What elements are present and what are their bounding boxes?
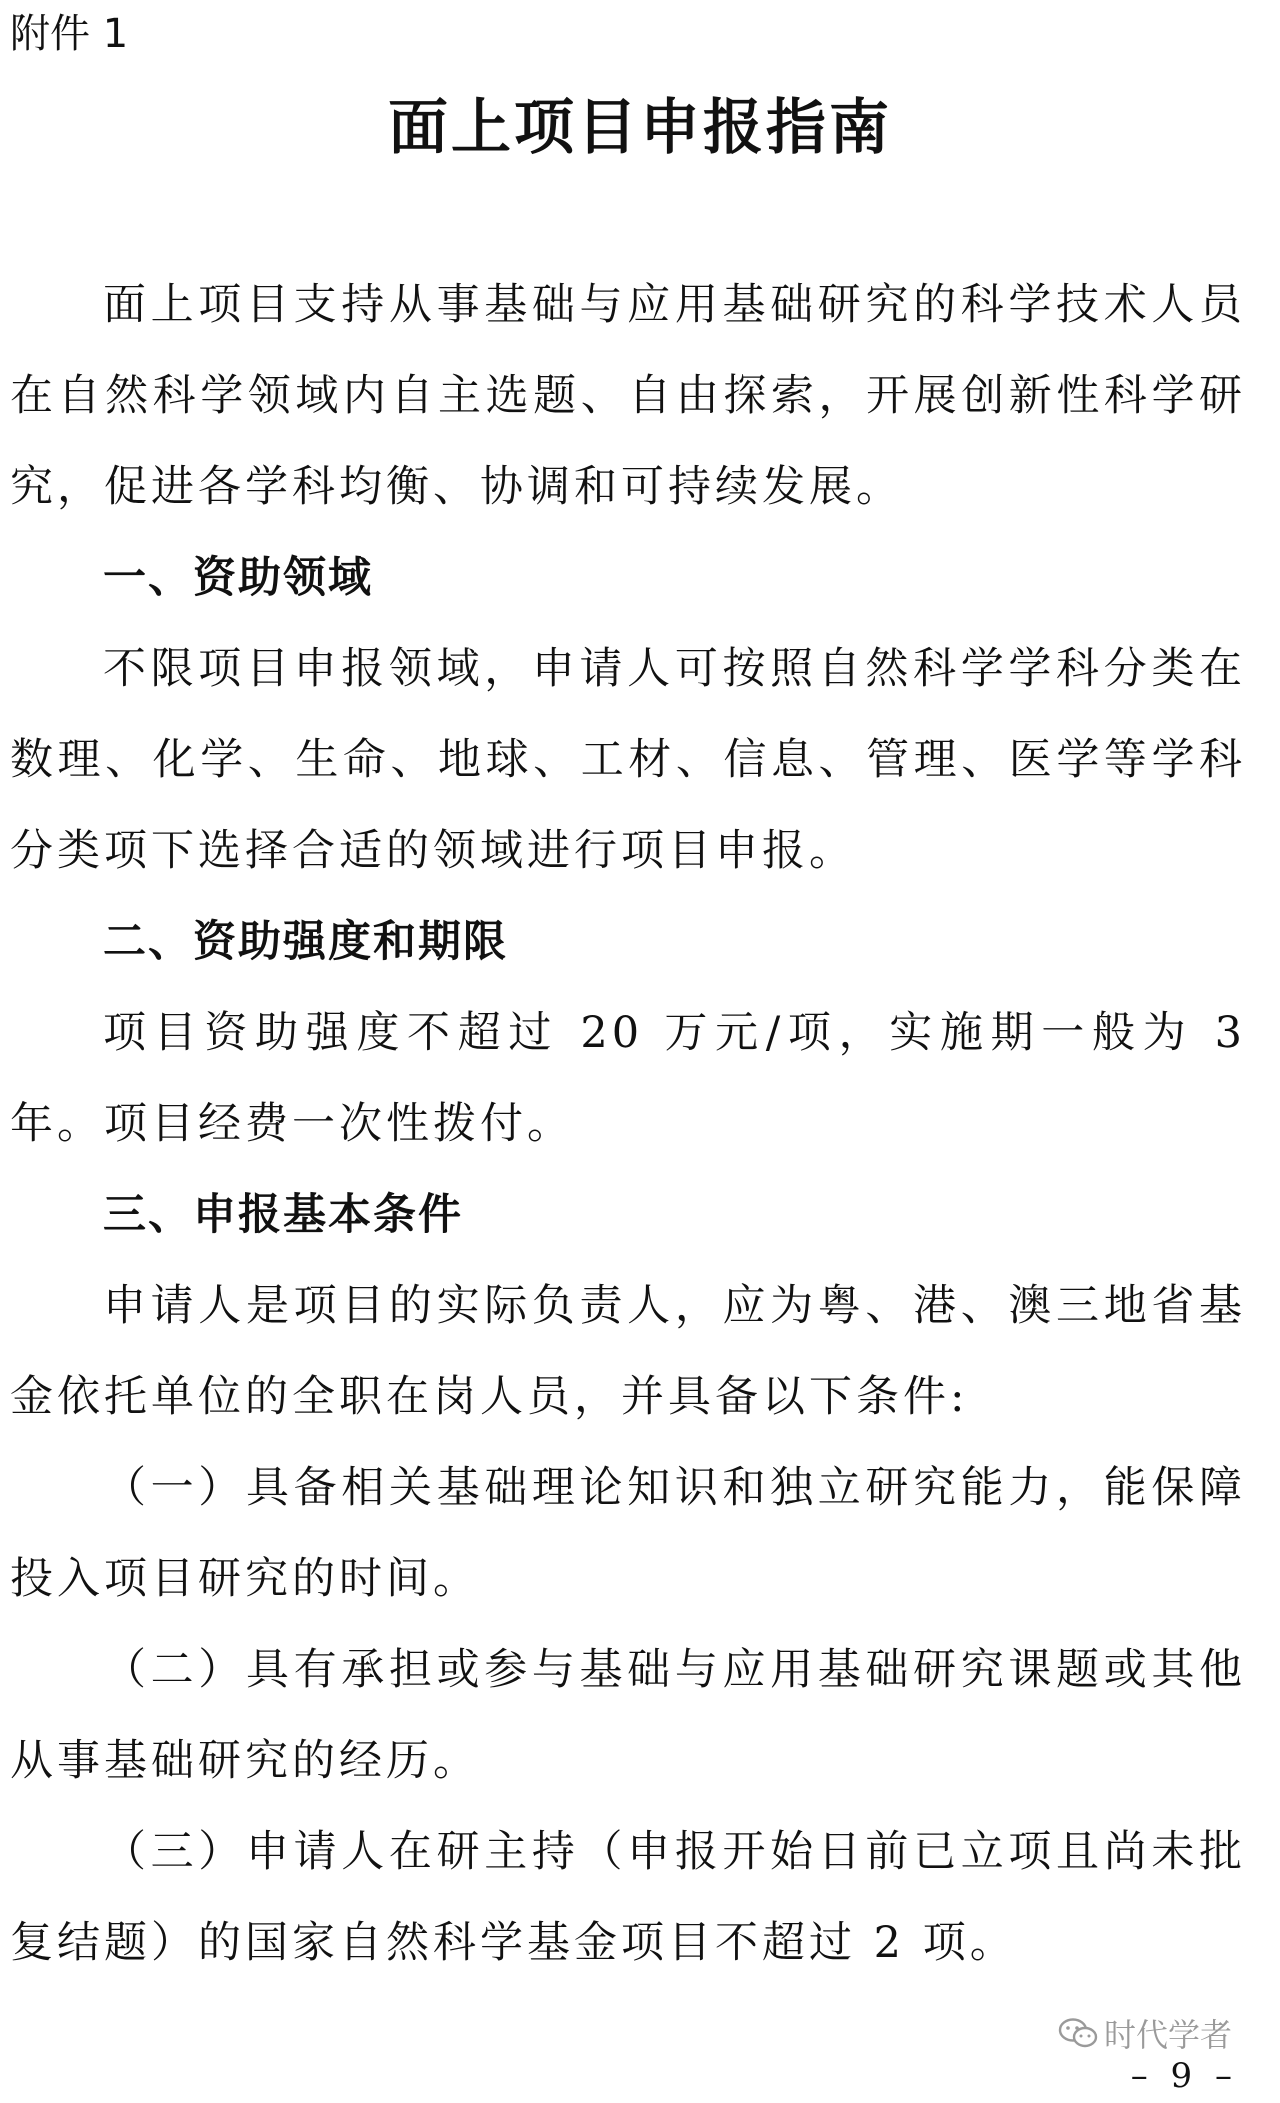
paragraph-eligibility-intro: 申请人是项目的实际负责人，应为粤、港、澳三地省基金依托单位的全职在岗人员，并具备以下条件: (10, 1281, 1246, 1422)
page-number: – 9 – (1130, 2056, 1238, 2096)
paragraph-condition-2: （二）具有承担或参与基础与应用基础研究课题或其他从事基础研究的经历。 (10, 1645, 1246, 1786)
section-heading-funding-areas: 一、资助领域 (103, 553, 373, 603)
document-title: 面上项目申报指南 (388, 93, 892, 163)
section-heading-funding-amount: 二、资助强度和期限 (103, 917, 508, 967)
section-heading-eligibility: 三、申报基本条件 (103, 1190, 463, 1240)
watermark (1058, 2010, 1232, 2056)
watermark-text: 时代学者 (1103, 2016, 1232, 2054)
document-body (10, 260, 1246, 1989)
paragraph-funding-amount: 项目资助强度不超过 20 万元/项，实施期一般为 3 年。项目经费一次性拨付。 (10, 1008, 1246, 1149)
paragraph-funding-areas: 不限项目申报领域，申请人可按照自然科学学科分类在数理、化学、生命、地球、工材、信息、管理、医学等学科分类项下选择合适的领域进行项目申报。 (10, 644, 1246, 876)
attachment-label: 附件 1 (10, 11, 129, 57)
wechat-icon (1058, 2017, 1098, 2049)
paragraph-condition-3: （三）申请人在研主持（申报开始日前已立项且尚未批复结题）的国家自然科学基金项目不超过 2 项。 (10, 1827, 1246, 1968)
intro-paragraph: 面上项目支持从事基础与应用基础研究的科学技术人员在自然科学领域内自主选题、自由探索，开展创新性科学研究，促进各学科均衡、协调和可持续发展。 (10, 280, 1246, 512)
paragraph-condition-1: （一）具备相关基础理论知识和独立研究能力，能保障投入项目研究的时间。 (10, 1463, 1246, 1604)
